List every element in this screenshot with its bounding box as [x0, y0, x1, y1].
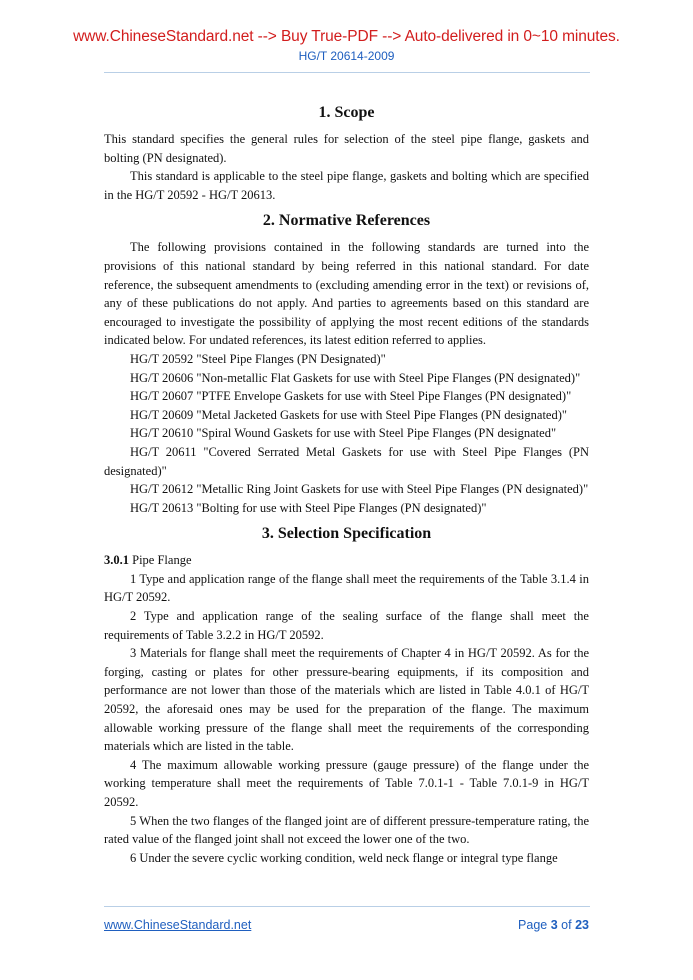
reference-item: HG/T 20613 "Bolting for use with Steel Pipe Flanges (PN designated)" [130, 500, 487, 515]
clause-item: 6 Under the severe cyclic working condition, weld neck flange or integral type flange [130, 850, 558, 865]
site-banner[interactable]: www.ChineseStandard.net --> Buy True-PDF --> Auto-delivered in 0~10 minutes. [73, 28, 620, 45]
page-body [104, 100, 589, 867]
reference-item: HG/T 20610 "Spiral Wound Gaskets for use with Steel Pipe Flanges (PN designated" [130, 426, 557, 441]
clause-item: 1 Type and application range of the flange shall meet the requirements of the Table 3.1.4 in HG/T 20592. [104, 571, 589, 605]
page-number: 3 [550, 918, 558, 932]
clause-item: 3 Materials for flange shall meet the requirements of Chapter 4 in HG/T 20592. As for the forging, casting or plates for other pressure-bearing equipments, if its composition and performance are not lower than those of the materials which are listed in Table 4.0.1 of HG/T 20592, the aforesaid ones may be used for the preparation of the flange. The maximum allowable working pressure of the flange shall meet the requirements of the corresponding materials which are listed in the table. [104, 646, 589, 754]
section-title-scope: 1. Scope [318, 104, 375, 121]
page-of-label: of [561, 918, 572, 932]
reference-item: HG/T 20612 "Metallic Ring Joint Gaskets for use with Steel Pipe Flanges (PN designated)" [130, 482, 589, 497]
page-label: Page [518, 918, 548, 932]
references-intro: The following provisions contained in the following standards are turned into the provisions of this national standard by being referred in this national standard. For date reference, the subsequent amendments to (excluding amending error in the text) or revisions of, any of these publications do not apply. And parties to agreements based on this standard are encouraged to investigate the possibility of applying the most recent editions of the standards indicated below. For undated references, its latest edition referred to applies. [104, 240, 589, 348]
page-indicator [518, 918, 589, 932]
reference-item: HG/T 20609 "Metal Jacketed Gaskets for use with Steel Pipe Flanges (PN designated)" [130, 407, 567, 422]
scope-paragraph-2: This standard is applicable to the steel pipe flange, gaskets and bolting which are specified in the HG/T 20592 - HG/T 20613. [104, 169, 589, 202]
section-title-references: 2. Normative References [262, 212, 431, 230]
footer-divider [104, 906, 590, 907]
clause-item: 2 Type and application range of the sealing surface of the flange shall meet the requirements of Table 3.2.2 in HG/T 20592. [104, 609, 589, 642]
page-total: 23 [575, 918, 589, 932]
footer-site-link[interactable]: www.ChineseStandard.net [104, 918, 252, 932]
reference-item: HG/T 20611 "Covered Serrated Metal Gaskets for use with Steel Pipe Flanges (PN designated)" [104, 444, 589, 478]
scope-paragraph-1: This standard specifies the general rules for selection of the steel pipe flange, gaskets and bolting (PN designated). [104, 132, 589, 165]
clause-item: 4 The maximum allowable working pressure (gauge pressure) of the flange under the working temperature shall meet the requirements of Table 7.0.1-1 - Table 7.0.1-9 in HG/T 20592. [104, 757, 589, 809]
header-divider [104, 72, 590, 73]
clause-heading [104, 551, 589, 570]
clause-title: Pipe Flange [132, 553, 192, 568]
reference-item: HG/T 20607 "PTFE Envelope Gaskets for use with Steel Pipe Flanges (PN designated)" [130, 389, 572, 404]
clause-item: 5 When the two flanges of the flanged joint are of different pressure-temperature rating, the rated value of the flanged joint shall not exceed the lower one of the two. [104, 813, 589, 847]
clause-number: 3.0.1 [104, 553, 129, 568]
reference-item: HG/T 20606 "Non-metallic Flat Gaskets for use with Steel Pipe Flanges (PN designated)" [130, 370, 581, 385]
section-title-selection: 3. Selection Specification [261, 525, 432, 543]
reference-item: HG/T 20592 "Steel Pipe Flanges (PN Designated)" [130, 351, 386, 366]
standard-id-header: HG/T 20614-2009 [298, 49, 395, 63]
